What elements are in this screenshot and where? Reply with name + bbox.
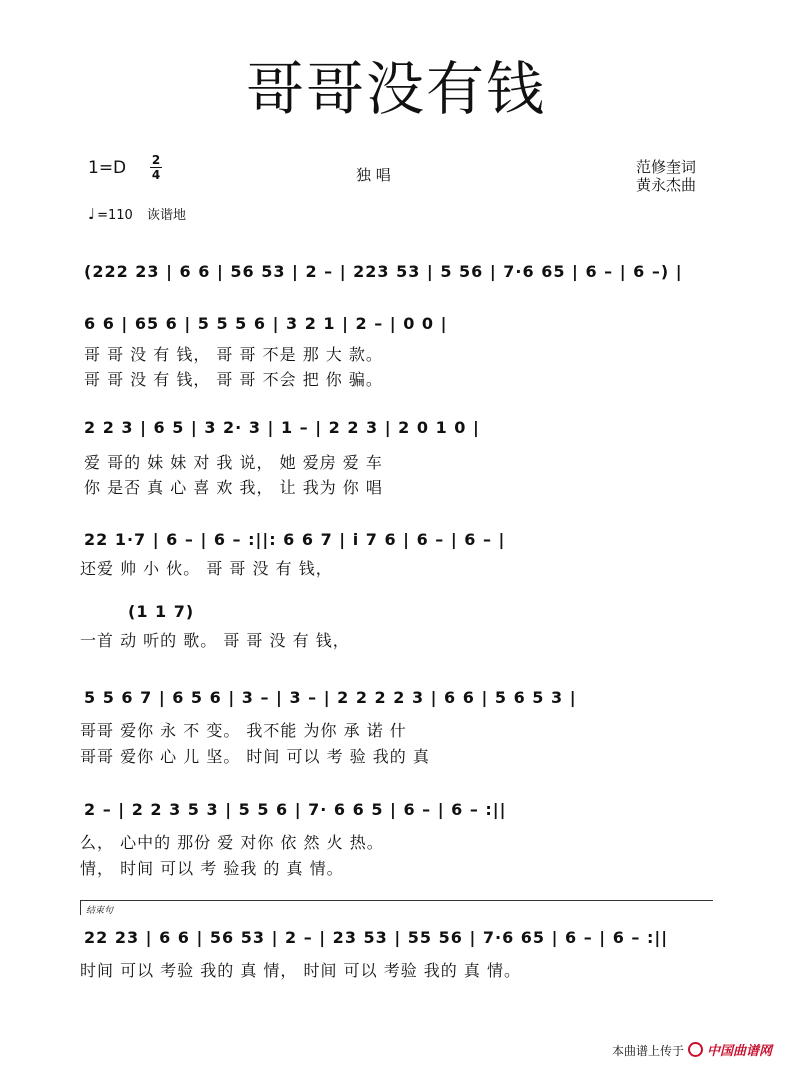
site-logo-icon [688,1042,703,1057]
music-line-2: 6 6 | 65 6 | 5 5 5 6 | 3 2 1 | 2 – | 0 0 | [84,314,448,333]
footer-attribution [612,1040,772,1059]
lyric-line-5a: 一首 动 听的 歌。 哥 哥 没 有 钱， [80,631,350,650]
lyric-line-6b: 哥哥 爱你 心 儿 坚。 时间 可以 考 验 我的 真 [80,747,430,766]
lyric-line-7a: 么， 心中的 那份 爱 对你 依 然 火 热。 [80,833,384,852]
time-signature-bottom: 4 [151,168,161,182]
tempo-mood: 诙谐地 [146,208,186,223]
quarter-note-icon: ♩ [88,205,96,223]
music-line-1: (222 23 | 6 6 | 56 53 | 2 – | 223 53 | 5 56 | 7·6 65 | 6 – | 6 –) | [84,262,683,281]
lyric-line-4a: 还爱 帅 小 伙。 哥 哥 没 有 钱， [80,559,333,578]
time-signature-top: 2 [151,153,161,167]
lyric-line-2b: 哥 哥 没 有 钱， 哥 哥 不会 把 你 骗。 [84,370,383,389]
composer: 黄永杰曲 [636,176,697,194]
music-line-6: 5 5 6 7 | 6 5 6 | 3 – | 3 – | 2 2 2 2 3 | 6 6 | 5 6 5 3 | [84,688,577,707]
key-signature: 1=D [88,158,127,178]
music-line-8: 22 23 | 6 6 | 56 53 | 2 – | 23 53 | 55 56 | 7·6 65 | 6 – | 6 – :|| [84,928,669,947]
lyric-line-2a: 哥 哥 没 有 钱， 哥 哥 不是 那 大 款。 [84,345,383,364]
ending-bracket [80,900,713,915]
lyric-line-3b: 你 是否 真 心 喜 欢 我， 让 我为 你 唱 [84,478,383,497]
lyric-line-3a: 爱 哥的 妹 妹 对 我 说， 她 爱房 爱 车 [84,453,383,472]
music-line-5: (1 1 7) [128,602,195,621]
footer-site-link[interactable]: 中国曲谱网 [706,1044,772,1059]
footer-text: 本曲谱上传于 [611,1044,684,1058]
tempo-marking [88,204,186,223]
tempo-value: =110 [97,208,133,223]
music-line-4: 22 1·7 | 6 – | 6 – :||: 6 6 7 | i 7 6 | 6 – | 6 – | [84,530,506,549]
lyric-line-6a: 哥哥 爱你 永 不 变。 我不能 为你 承 诺 什 [80,721,407,740]
lyric-line-8a: 时间 可以 考验 我的 真 情， 时间 可以 考验 我的 真 情。 [80,961,521,980]
time-signature [150,154,162,181]
lyric-line-7b: 情， 时间 可以 考 验我 的 真 情。 [80,859,344,878]
song-title: 哥哥没有钱 [245,55,546,123]
lyricist: 范修奎词 [636,158,697,176]
performance-type: 独 唱 [356,166,391,184]
music-line-7: 2 – | 2 2 3 5 3 | 5 5 6 | 7· 6 6 5 | 6 – | 6 – :|| [84,800,507,819]
ending-label: 结束句 [86,906,114,916]
divider-1 [84,284,704,285]
credits [636,158,696,194]
music-line-3: 2 2 3 | 6 5 | 3 2· 3 | 1 – | 2 2 3 | 2 0 1 0 | [84,418,480,437]
